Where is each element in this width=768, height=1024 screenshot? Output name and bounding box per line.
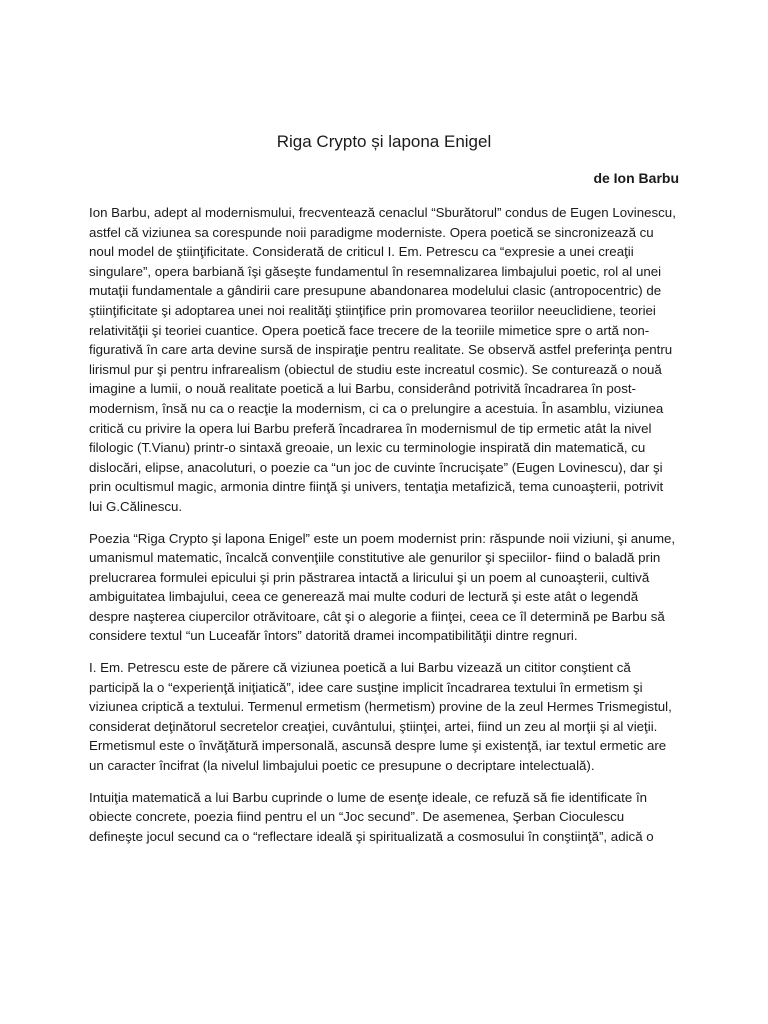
paragraph-joc-secund: Intuiţia matematică a lui Barbu cuprinde o lume de esenţe ideale, ce refuză să fie identificate în obiecte concrete, poezia fiind pentru el un “Joc secund”. De asemenea, Şerban Cioculescu defineşte jocul secund ca o “reflectare ideală şi spiritualizată a cosmosului în conştiinţă”, adică o [89, 789, 654, 844]
paragraph-hermetism: I. Em. Petrescu este de părere că viziunea poetică a lui Barbu vizează un cititor conştient că participă la o “experienţă iniţiatică”, idee care susţine implicit încadrarea textului în ermetism şi viziunea criptică a textului. Termenul ermetism (hermetism) provine de la zeul Hermes Trismegistul, considerat deţinătorul secretelor creaţiei, cuvântului, ştiinţei, artei, fiind un zeu al morţii şi al vieţii. Ermetismul este o învăţătură impersonală, ascunsă despre lume şi existenţă, iar textul ermetic are un caracter încifrat (la nivelul limbajului poetic ce presupune o decriptare intelectuală). [89, 660, 672, 774]
paragraph-intro: Ion Barbu, adept al modernismului, frecventează cenaclul “Sburătorul” condus de Eugen Lovinescu, astfel că viziunea sa corespunde noii paradigme moderniste. Opera poetică se sincronizează cu noul model de ştiinţificitate. Considerată de criticul I. Em. Petrescu ca “expresie a unei creaţii singulare”, opera barbiană îşi găseşte fundamentul în resemnalizarea limbajului poetic, rol al unei mutaţii fundamentale a gândirii care presupune abandonarea modelului clasic (antropocentric) de ştiinţificitate şi adoptarea unei noi realităţi ştiinţifice prin promovarea teoriilor neeuclidiene, teoriei relativităţii şi teoriei cuantice. Opera poetică face trecere de la teoriile mimetice spre o artă non-figurativă în care arta devine sursă de inspiraţie pentru realitate. Se observă astfel preferinţa pentru lirismul pur şi pentru infrarealism (obiectul de studiu este increatul cosmic). Se conturează o nouă imagine a lumii, o nouă realitate poetică a lui Barbu, considerând potrivită încadrarea în post-modernism, însă nu ca o reacţie la modernism, ci ca o prelungire a acestuia. În asamblu, viziunea critică cu privire la opera lui Barbu preferă încadrarea în modernismul de tip ermetic atât la nivel filologic (T.Vianu) printr-o sintaxă greoaie, un lexic cu terminologie inspirată din matematică, cu dislocări, elipse, anacoluturi, o poezie ca “un joc de cuvinte încrucişate” (Eugen Lovinescu), dar şi prin ocultismul magic, armonia dintre fiinţă şi univers, tentaţia metafizică, tema cunoaşterii, potrivit lui G.Călinescu. [89, 205, 676, 514]
paragraph-poem-overview: Poezia “Riga Crypto şi lapona Enigel” este un poem modernist prin: răspunde noii viziuni, şi anume, umanismul matematic, încalcă convenţiile constitutive ale genurilor şi speciilor- fiind o baladă prin prelucrarea formulei epicului şi prin păstrarea intactă a liricului şi un poem al cunoaşterii, cultivă ambiguitatea limbajului, ceea ce generează mai multe coduri de lectură şi este atât o legendă despre naşterea ciupercilor otrăvitoare, cât şi o alegorie a fiinţei, ceea ce îl determină pe Barbu să considere textul “un Luceafăr întors” datorită dramei incompatibilităţii dintre regnuri. [89, 530, 676, 644]
document-body [89, 203, 679, 858]
document-author: de Ion Barbu [593, 170, 679, 186]
document-title: Riga Crypto și lapona Enigel [276, 132, 492, 151]
